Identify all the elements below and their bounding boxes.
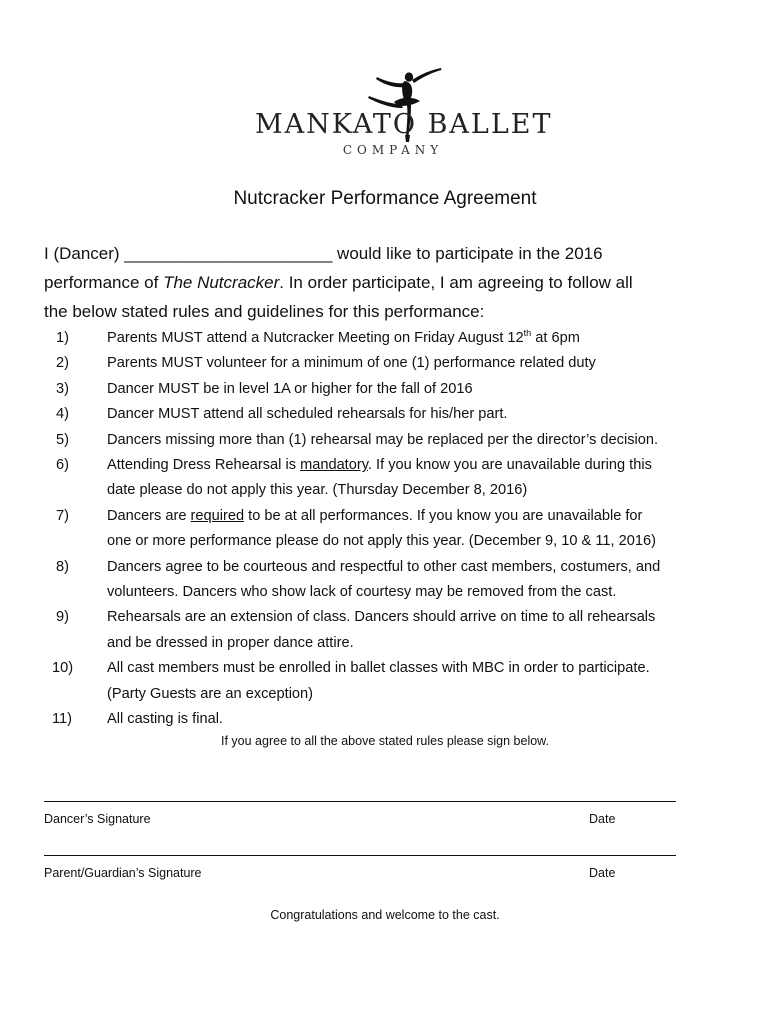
rule-number: 5)	[56, 431, 69, 448]
rule-text: and be dressed in proper dance attire.	[107, 634, 354, 651]
rule-item	[44, 377, 734, 402]
rules-list	[44, 326, 734, 733]
intro-text: . In order participate, I am agreeing to follow all	[279, 273, 633, 292]
rule-text: (Party Guests are an exception)	[107, 685, 314, 702]
rule-number: 9)	[56, 609, 69, 626]
rule-item	[44, 351, 734, 376]
rule-text: Dancers agree to be courteous and respectful to other cast members, costumers, and	[107, 558, 661, 575]
intro-text: would like to participate in the 2016	[332, 244, 603, 263]
intro-text: performance of	[44, 273, 164, 292]
rule-text: All casting is final.	[107, 711, 223, 728]
rule-item-continuation	[44, 631, 734, 656]
rule-text: Parents MUST attend a Nutcracker Meeting on Friday August 12	[107, 330, 524, 346]
rule-emphasis: required	[190, 507, 245, 524]
rule-item	[44, 707, 734, 732]
rule-text: Dancer MUST attend all scheduled rehearsals for his/her part.	[107, 406, 508, 423]
rule-text: Parents MUST volunteer for a minimum of one (1) performance related duty	[107, 355, 596, 372]
rule-number: 7)	[56, 507, 69, 524]
rule-item-continuation	[44, 478, 734, 503]
rule-number: 8)	[56, 558, 69, 575]
rule-item	[44, 605, 734, 630]
parent-signature-label: Parent/Guardian’s Signature	[44, 866, 202, 880]
rule-item-continuation	[44, 529, 734, 554]
rule-text: one or more performance please do not apply this year. (December 9, 10 & 11, 2016)	[107, 533, 656, 550]
company-subtitle: COMPANY	[342, 143, 444, 157]
rule-number: 4)	[56, 406, 69, 423]
company-name: MANKATO BALLET	[255, 109, 553, 140]
rule-superscript: th	[523, 328, 532, 339]
footer-note: Congratulations and welcome to the cast.	[270, 908, 500, 922]
rule-item	[44, 402, 734, 427]
rule-text: Dancers are	[107, 507, 191, 524]
rule-text: . If you know you are unavailable during this	[367, 457, 652, 474]
intro-line-3: the below stated rules and guidelines for this performance:	[44, 302, 485, 321]
rule-number: 1)	[56, 330, 69, 346]
rule-item-continuation	[44, 580, 734, 605]
parent-signature-line[interactable]	[44, 855, 676, 856]
rule-number: 11)	[52, 711, 73, 728]
rule-text: to be at all performances. If you know you are unavailable for	[244, 507, 643, 524]
rule-text: All cast members must be enrolled in ballet classes with MBC in order to participate.	[107, 660, 650, 677]
rule-number: 6)	[56, 457, 69, 474]
rule-number: 3)	[56, 380, 69, 397]
intro-text: I (Dancer)	[44, 244, 125, 263]
rule-text: Dancers missing more than (1) rehearsal may be replaced per the director’s decision.	[107, 431, 659, 448]
rule-text: volunteers. Dancers who show lack of courtesy may be removed from the cast.	[107, 584, 617, 601]
rule-item	[44, 326, 734, 351]
rule-number: 10)	[52, 660, 74, 677]
rule-item	[44, 555, 734, 580]
dancer-signature-label: Dancer’s Signature	[44, 812, 151, 826]
rule-emphasis: mandatory	[300, 457, 368, 474]
rule-text: Attending Dress Rehearsal is	[107, 457, 301, 474]
rule-text: Rehearsals are an extension of class. Dancers should arrive on time to all rehearsals	[107, 609, 656, 626]
rule-item	[44, 504, 734, 529]
page-title: Nutcracker Performance Agreement	[233, 188, 537, 209]
rule-number: 2)	[56, 355, 69, 372]
agree-note: If you agree to all the above stated rules please sign below.	[221, 734, 549, 748]
parent-date-label: Date	[589, 866, 616, 880]
show-title: The Nutcracker	[163, 273, 280, 292]
rule-item	[44, 428, 734, 453]
dancer-date-label: Date	[589, 812, 616, 826]
rule-text: Dancer MUST be in level 1A or higher for the fall of 2016	[107, 380, 473, 397]
intro-line-1	[44, 239, 734, 268]
intro-line-2	[44, 268, 734, 297]
rule-text: at 6pm	[531, 330, 580, 346]
rule-item	[44, 656, 734, 681]
rule-text: date please do not apply this year. (Thursday December 8, 2016)	[107, 482, 528, 499]
dancer-signature-line[interactable]	[44, 801, 676, 802]
intro-paragraph	[44, 239, 734, 326]
rule-item	[44, 453, 734, 478]
dancer-name-blank[interactable]: ______________________	[124, 244, 333, 263]
rule-item-continuation	[44, 682, 734, 707]
company-logo	[255, 66, 553, 162]
